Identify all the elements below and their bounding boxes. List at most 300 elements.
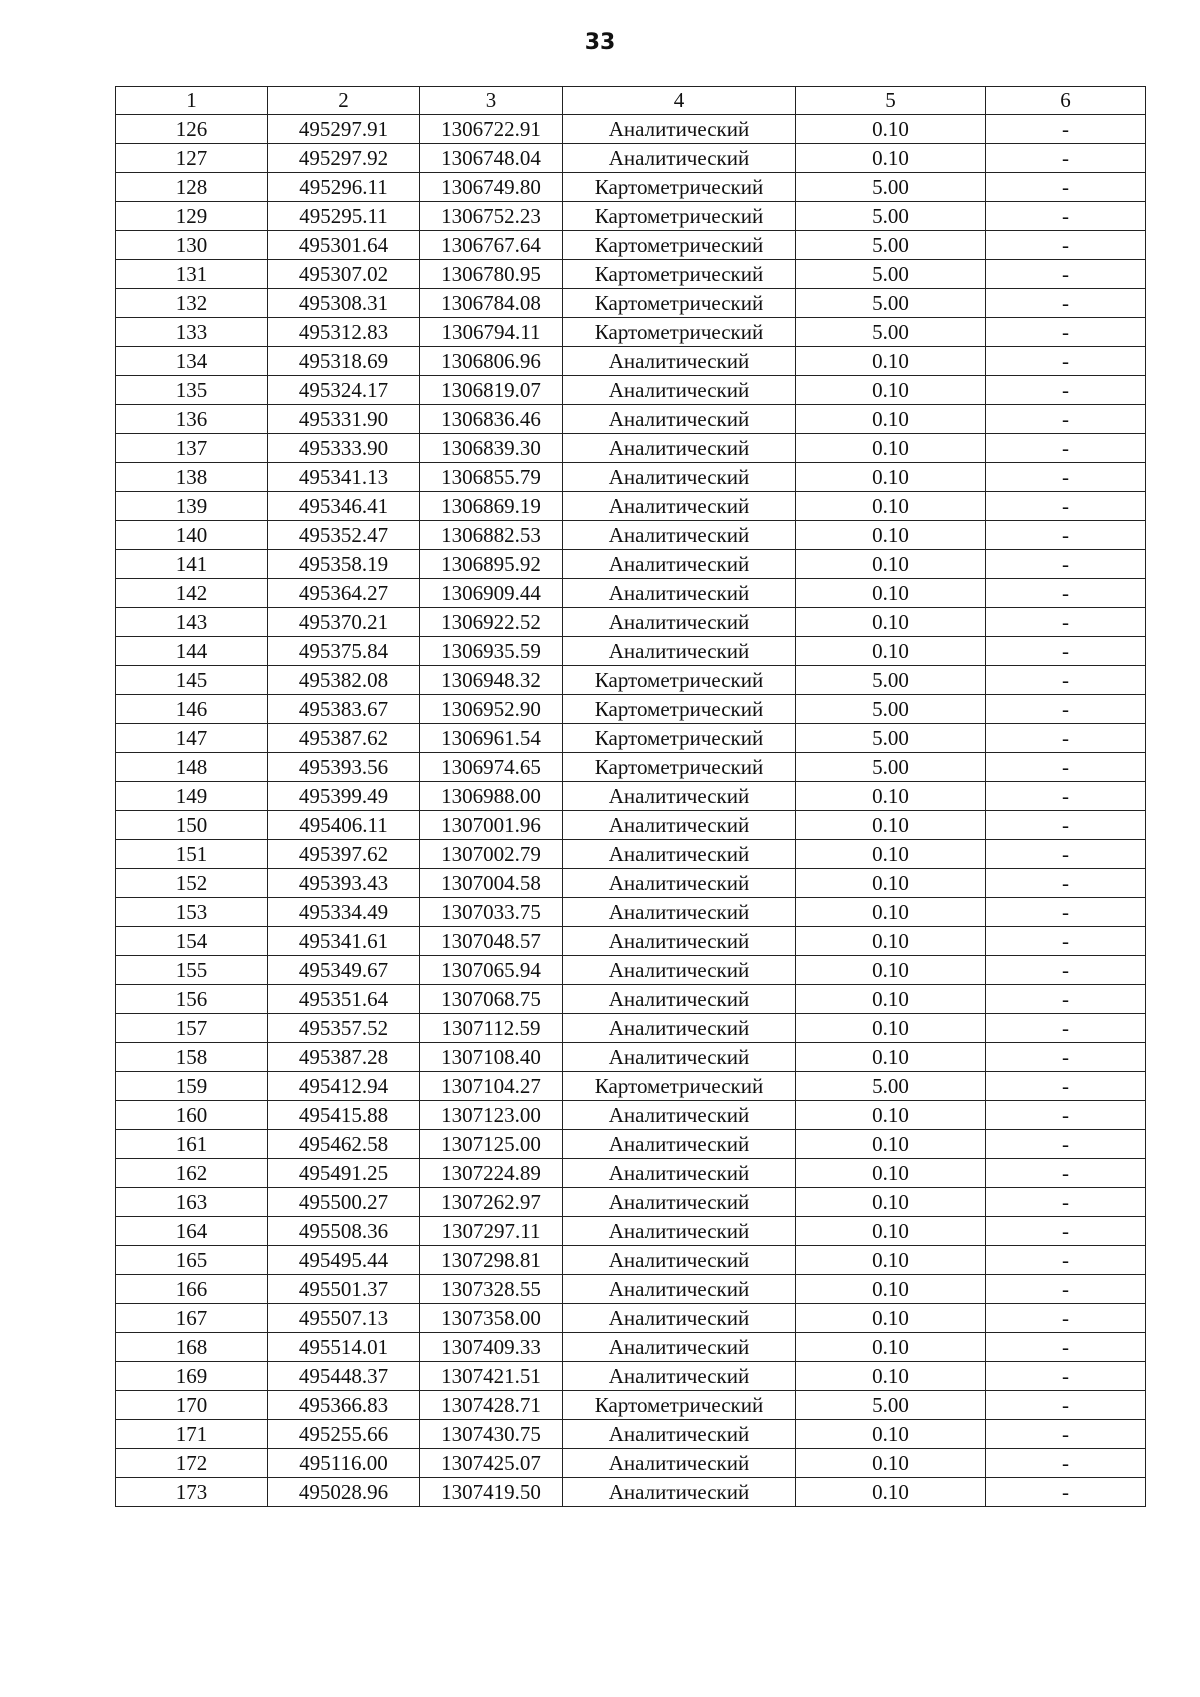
point-number-cell: 140 bbox=[116, 521, 268, 550]
accuracy-cell: 5.00 bbox=[796, 231, 986, 260]
method-cell: Картометрический bbox=[563, 260, 796, 289]
y-coordinate-cell: 1306749.80 bbox=[420, 173, 563, 202]
table-row bbox=[116, 1275, 1146, 1304]
accuracy-cell: 5.00 bbox=[796, 695, 986, 724]
table-row bbox=[116, 1478, 1146, 1507]
point-number-cell: 159 bbox=[116, 1072, 268, 1101]
point-number-cell: 147 bbox=[116, 724, 268, 753]
y-coordinate-cell: 1306922.52 bbox=[420, 608, 563, 637]
x-coordinate-cell: 495358.19 bbox=[268, 550, 420, 579]
x-coordinate-cell: 495318.69 bbox=[268, 347, 420, 376]
accuracy-cell: 0.10 bbox=[796, 463, 986, 492]
x-coordinate-cell: 495331.90 bbox=[268, 405, 420, 434]
table-row bbox=[116, 289, 1146, 318]
accuracy-cell: 0.10 bbox=[796, 1159, 986, 1188]
method-cell: Аналитический bbox=[563, 1188, 796, 1217]
point-number-cell: 145 bbox=[116, 666, 268, 695]
method-cell: Аналитический bbox=[563, 840, 796, 869]
method-cell: Аналитический bbox=[563, 1449, 796, 1478]
y-coordinate-cell: 1307004.58 bbox=[420, 869, 563, 898]
description-cell: - bbox=[986, 1246, 1146, 1275]
accuracy-cell: 0.10 bbox=[796, 1246, 986, 1275]
point-number-cell: 164 bbox=[116, 1217, 268, 1246]
method-cell: Аналитический bbox=[563, 869, 796, 898]
table-row bbox=[116, 1188, 1146, 1217]
point-number-cell: 136 bbox=[116, 405, 268, 434]
table-row bbox=[116, 869, 1146, 898]
point-number-cell: 158 bbox=[116, 1043, 268, 1072]
x-coordinate-cell: 495507.13 bbox=[268, 1304, 420, 1333]
table-row bbox=[116, 434, 1146, 463]
description-cell: - bbox=[986, 1420, 1146, 1449]
y-coordinate-cell: 1307048.57 bbox=[420, 927, 563, 956]
x-coordinate-cell: 495116.00 bbox=[268, 1449, 420, 1478]
point-number-cell: 171 bbox=[116, 1420, 268, 1449]
description-cell: - bbox=[986, 927, 1146, 956]
method-cell: Аналитический bbox=[563, 1275, 796, 1304]
description-cell: - bbox=[986, 898, 1146, 927]
x-coordinate-cell: 495462.58 bbox=[268, 1130, 420, 1159]
header-col-6: 6 bbox=[986, 87, 1146, 115]
point-number-cell: 135 bbox=[116, 376, 268, 405]
x-coordinate-cell: 495351.64 bbox=[268, 985, 420, 1014]
method-cell: Аналитический bbox=[563, 1159, 796, 1188]
x-coordinate-cell: 495495.44 bbox=[268, 1246, 420, 1275]
description-cell: - bbox=[986, 724, 1146, 753]
point-number-cell: 169 bbox=[116, 1362, 268, 1391]
y-coordinate-cell: 1306748.04 bbox=[420, 144, 563, 173]
accuracy-cell: 5.00 bbox=[796, 173, 986, 202]
method-cell: Аналитический bbox=[563, 434, 796, 463]
table-row bbox=[116, 695, 1146, 724]
accuracy-cell: 0.10 bbox=[796, 521, 986, 550]
y-coordinate-cell: 1307108.40 bbox=[420, 1043, 563, 1072]
accuracy-cell: 0.10 bbox=[796, 347, 986, 376]
method-cell: Аналитический bbox=[563, 1420, 796, 1449]
y-coordinate-cell: 1306974.65 bbox=[420, 753, 563, 782]
y-coordinate-cell: 1307328.55 bbox=[420, 1275, 563, 1304]
point-number-cell: 149 bbox=[116, 782, 268, 811]
accuracy-cell: 0.10 bbox=[796, 1478, 986, 1507]
accuracy-cell: 0.10 bbox=[796, 376, 986, 405]
description-cell: - bbox=[986, 782, 1146, 811]
table-row bbox=[116, 1391, 1146, 1420]
table-row bbox=[116, 1420, 1146, 1449]
y-coordinate-cell: 1307112.59 bbox=[420, 1014, 563, 1043]
y-coordinate-cell: 1307419.50 bbox=[420, 1478, 563, 1507]
y-coordinate-cell: 1307125.00 bbox=[420, 1130, 563, 1159]
y-coordinate-cell: 1306767.64 bbox=[420, 231, 563, 260]
table-row bbox=[116, 231, 1146, 260]
table-row bbox=[116, 637, 1146, 666]
x-coordinate-cell: 495308.31 bbox=[268, 289, 420, 318]
y-coordinate-cell: 1307358.00 bbox=[420, 1304, 563, 1333]
table-row bbox=[116, 318, 1146, 347]
point-number-cell: 131 bbox=[116, 260, 268, 289]
table-row bbox=[116, 724, 1146, 753]
y-coordinate-cell: 1306806.96 bbox=[420, 347, 563, 376]
point-number-cell: 148 bbox=[116, 753, 268, 782]
description-cell: - bbox=[986, 1014, 1146, 1043]
y-coordinate-cell: 1306948.32 bbox=[420, 666, 563, 695]
description-cell: - bbox=[986, 1043, 1146, 1072]
y-coordinate-cell: 1306784.08 bbox=[420, 289, 563, 318]
table-row bbox=[116, 550, 1146, 579]
method-cell: Аналитический bbox=[563, 1246, 796, 1275]
method-cell: Аналитический bbox=[563, 811, 796, 840]
y-coordinate-cell: 1306752.23 bbox=[420, 202, 563, 231]
method-cell: Аналитический bbox=[563, 1362, 796, 1391]
description-cell: - bbox=[986, 318, 1146, 347]
y-coordinate-cell: 1306961.54 bbox=[420, 724, 563, 753]
point-number-cell: 138 bbox=[116, 463, 268, 492]
description-cell: - bbox=[986, 840, 1146, 869]
accuracy-cell: 5.00 bbox=[796, 260, 986, 289]
y-coordinate-cell: 1306819.07 bbox=[420, 376, 563, 405]
accuracy-cell: 5.00 bbox=[796, 666, 986, 695]
table-row bbox=[116, 898, 1146, 927]
description-cell: - bbox=[986, 1217, 1146, 1246]
x-coordinate-cell: 495397.62 bbox=[268, 840, 420, 869]
x-coordinate-cell: 495341.61 bbox=[268, 927, 420, 956]
accuracy-cell: 5.00 bbox=[796, 289, 986, 318]
point-number-cell: 170 bbox=[116, 1391, 268, 1420]
accuracy-cell: 0.10 bbox=[796, 898, 986, 927]
method-cell: Аналитический bbox=[563, 1304, 796, 1333]
table-row bbox=[116, 1449, 1146, 1478]
description-cell: - bbox=[986, 637, 1146, 666]
table-row bbox=[116, 1101, 1146, 1130]
table-row bbox=[116, 1304, 1146, 1333]
table-row bbox=[116, 144, 1146, 173]
y-coordinate-cell: 1307430.75 bbox=[420, 1420, 563, 1449]
method-cell: Аналитический bbox=[563, 550, 796, 579]
point-number-cell: 130 bbox=[116, 231, 268, 260]
description-cell: - bbox=[986, 202, 1146, 231]
description-cell: - bbox=[986, 144, 1146, 173]
y-coordinate-cell: 1307001.96 bbox=[420, 811, 563, 840]
method-cell: Аналитический bbox=[563, 115, 796, 144]
accuracy-cell: 0.10 bbox=[796, 1101, 986, 1130]
point-number-cell: 146 bbox=[116, 695, 268, 724]
description-cell: - bbox=[986, 695, 1146, 724]
y-coordinate-cell: 1307409.33 bbox=[420, 1333, 563, 1362]
y-coordinate-cell: 1307068.75 bbox=[420, 985, 563, 1014]
description-cell: - bbox=[986, 666, 1146, 695]
description-cell: - bbox=[986, 1275, 1146, 1304]
table-row bbox=[116, 347, 1146, 376]
accuracy-cell: 0.10 bbox=[796, 550, 986, 579]
accuracy-cell: 5.00 bbox=[796, 753, 986, 782]
accuracy-cell: 0.10 bbox=[796, 811, 986, 840]
method-cell: Картометрический bbox=[563, 289, 796, 318]
table-row bbox=[116, 173, 1146, 202]
method-cell: Аналитический bbox=[563, 347, 796, 376]
x-coordinate-cell: 495406.11 bbox=[268, 811, 420, 840]
accuracy-cell: 5.00 bbox=[796, 724, 986, 753]
accuracy-cell: 0.10 bbox=[796, 840, 986, 869]
y-coordinate-cell: 1307262.97 bbox=[420, 1188, 563, 1217]
table-row bbox=[116, 782, 1146, 811]
accuracy-cell: 0.10 bbox=[796, 1275, 986, 1304]
table-body bbox=[116, 115, 1146, 1507]
point-number-cell: 133 bbox=[116, 318, 268, 347]
description-cell: - bbox=[986, 347, 1146, 376]
table-row bbox=[116, 1014, 1146, 1043]
point-number-cell: 161 bbox=[116, 1130, 268, 1159]
description-cell: - bbox=[986, 550, 1146, 579]
accuracy-cell: 0.10 bbox=[796, 1043, 986, 1072]
description-cell: - bbox=[986, 231, 1146, 260]
description-cell: - bbox=[986, 753, 1146, 782]
header-col-1: 1 bbox=[116, 87, 268, 115]
x-coordinate-cell: 495352.47 bbox=[268, 521, 420, 550]
x-coordinate-cell: 495028.96 bbox=[268, 1478, 420, 1507]
description-cell: - bbox=[986, 1072, 1146, 1101]
description-cell: - bbox=[986, 260, 1146, 289]
description-cell: - bbox=[986, 1101, 1146, 1130]
table-row bbox=[116, 811, 1146, 840]
x-coordinate-cell: 495500.27 bbox=[268, 1188, 420, 1217]
x-coordinate-cell: 495295.11 bbox=[268, 202, 420, 231]
x-coordinate-cell: 495324.17 bbox=[268, 376, 420, 405]
y-coordinate-cell: 1307298.81 bbox=[420, 1246, 563, 1275]
point-number-cell: 143 bbox=[116, 608, 268, 637]
method-cell: Картометрический bbox=[563, 666, 796, 695]
table-row bbox=[116, 521, 1146, 550]
x-coordinate-cell: 495255.66 bbox=[268, 1420, 420, 1449]
x-coordinate-cell: 495415.88 bbox=[268, 1101, 420, 1130]
table-row bbox=[116, 985, 1146, 1014]
y-coordinate-cell: 1306909.44 bbox=[420, 579, 563, 608]
table-row bbox=[116, 202, 1146, 231]
coordinates-table bbox=[115, 86, 1146, 1507]
x-coordinate-cell: 495312.83 bbox=[268, 318, 420, 347]
y-coordinate-cell: 1307002.79 bbox=[420, 840, 563, 869]
accuracy-cell: 0.10 bbox=[796, 927, 986, 956]
point-number-cell: 141 bbox=[116, 550, 268, 579]
x-coordinate-cell: 495346.41 bbox=[268, 492, 420, 521]
x-coordinate-cell: 495357.52 bbox=[268, 1014, 420, 1043]
method-cell: Картометрический bbox=[563, 695, 796, 724]
accuracy-cell: 0.10 bbox=[796, 579, 986, 608]
accuracy-cell: 0.10 bbox=[796, 1333, 986, 1362]
point-number-cell: 157 bbox=[116, 1014, 268, 1043]
point-number-cell: 132 bbox=[116, 289, 268, 318]
accuracy-cell: 5.00 bbox=[796, 318, 986, 347]
description-cell: - bbox=[986, 115, 1146, 144]
description-cell: - bbox=[986, 463, 1146, 492]
description-cell: - bbox=[986, 1304, 1146, 1333]
x-coordinate-cell: 495383.67 bbox=[268, 695, 420, 724]
y-coordinate-cell: 1307065.94 bbox=[420, 956, 563, 985]
x-coordinate-cell: 495375.84 bbox=[268, 637, 420, 666]
method-cell: Аналитический bbox=[563, 405, 796, 434]
description-cell: - bbox=[986, 492, 1146, 521]
table-row bbox=[116, 666, 1146, 695]
table-row bbox=[116, 927, 1146, 956]
method-cell: Аналитический bbox=[563, 1130, 796, 1159]
table-row bbox=[116, 956, 1146, 985]
header-row bbox=[116, 87, 1146, 115]
x-coordinate-cell: 495382.08 bbox=[268, 666, 420, 695]
table-row bbox=[116, 492, 1146, 521]
description-cell: - bbox=[986, 521, 1146, 550]
accuracy-cell: 0.10 bbox=[796, 1362, 986, 1391]
accuracy-cell: 0.10 bbox=[796, 405, 986, 434]
point-number-cell: 155 bbox=[116, 956, 268, 985]
y-coordinate-cell: 1307425.07 bbox=[420, 1449, 563, 1478]
table-row bbox=[116, 1333, 1146, 1362]
table-row bbox=[116, 1159, 1146, 1188]
accuracy-cell: 0.10 bbox=[796, 985, 986, 1014]
x-coordinate-cell: 495341.13 bbox=[268, 463, 420, 492]
y-coordinate-cell: 1306836.46 bbox=[420, 405, 563, 434]
method-cell: Аналитический bbox=[563, 144, 796, 173]
y-coordinate-cell: 1306988.00 bbox=[420, 782, 563, 811]
y-coordinate-cell: 1306722.91 bbox=[420, 115, 563, 144]
y-coordinate-cell: 1306780.95 bbox=[420, 260, 563, 289]
point-number-cell: 165 bbox=[116, 1246, 268, 1275]
method-cell: Аналитический bbox=[563, 956, 796, 985]
accuracy-cell: 0.10 bbox=[796, 492, 986, 521]
table-row bbox=[116, 608, 1146, 637]
point-number-cell: 160 bbox=[116, 1101, 268, 1130]
description-cell: - bbox=[986, 1188, 1146, 1217]
accuracy-cell: 0.10 bbox=[796, 1449, 986, 1478]
y-coordinate-cell: 1306952.90 bbox=[420, 695, 563, 724]
table-row bbox=[116, 840, 1146, 869]
description-cell: - bbox=[986, 579, 1146, 608]
y-coordinate-cell: 1307104.27 bbox=[420, 1072, 563, 1101]
method-cell: Аналитический bbox=[563, 985, 796, 1014]
accuracy-cell: 0.10 bbox=[796, 434, 986, 463]
table-row bbox=[116, 1043, 1146, 1072]
accuracy-cell: 0.10 bbox=[796, 1217, 986, 1246]
accuracy-cell: 0.10 bbox=[796, 1130, 986, 1159]
point-number-cell: 128 bbox=[116, 173, 268, 202]
y-coordinate-cell: 1307224.89 bbox=[420, 1159, 563, 1188]
header-col-5: 5 bbox=[796, 87, 986, 115]
x-coordinate-cell: 495508.36 bbox=[268, 1217, 420, 1246]
method-cell: Аналитический bbox=[563, 782, 796, 811]
accuracy-cell: 0.10 bbox=[796, 869, 986, 898]
accuracy-cell: 0.10 bbox=[796, 956, 986, 985]
accuracy-cell: 5.00 bbox=[796, 1072, 986, 1101]
x-coordinate-cell: 495307.02 bbox=[268, 260, 420, 289]
header-col-4: 4 bbox=[563, 87, 796, 115]
x-coordinate-cell: 495370.21 bbox=[268, 608, 420, 637]
accuracy-cell: 0.10 bbox=[796, 1014, 986, 1043]
x-coordinate-cell: 495393.56 bbox=[268, 753, 420, 782]
x-coordinate-cell: 495301.64 bbox=[268, 231, 420, 260]
accuracy-cell: 5.00 bbox=[796, 1391, 986, 1420]
table-row bbox=[116, 405, 1146, 434]
method-cell: Аналитический bbox=[563, 1333, 796, 1362]
accuracy-cell: 0.10 bbox=[796, 637, 986, 666]
point-number-cell: 144 bbox=[116, 637, 268, 666]
description-cell: - bbox=[986, 811, 1146, 840]
point-number-cell: 163 bbox=[116, 1188, 268, 1217]
table-row bbox=[116, 376, 1146, 405]
y-coordinate-cell: 1307123.00 bbox=[420, 1101, 563, 1130]
description-cell: - bbox=[986, 173, 1146, 202]
accuracy-cell: 0.10 bbox=[796, 1420, 986, 1449]
point-number-cell: 156 bbox=[116, 985, 268, 1014]
method-cell: Аналитический bbox=[563, 1014, 796, 1043]
header-col-3: 3 bbox=[420, 87, 563, 115]
accuracy-cell: 0.10 bbox=[796, 1188, 986, 1217]
method-cell: Аналитический bbox=[563, 1101, 796, 1130]
method-cell: Аналитический bbox=[563, 608, 796, 637]
method-cell: Аналитический bbox=[563, 492, 796, 521]
method-cell: Аналитический bbox=[563, 927, 796, 956]
point-number-cell: 139 bbox=[116, 492, 268, 521]
table-row bbox=[116, 463, 1146, 492]
description-cell: - bbox=[986, 1130, 1146, 1159]
x-coordinate-cell: 495412.94 bbox=[268, 1072, 420, 1101]
accuracy-cell: 0.10 bbox=[796, 144, 986, 173]
y-coordinate-cell: 1306839.30 bbox=[420, 434, 563, 463]
point-number-cell: 126 bbox=[116, 115, 268, 144]
point-number-cell: 167 bbox=[116, 1304, 268, 1333]
accuracy-cell: 0.10 bbox=[796, 782, 986, 811]
method-cell: Аналитический bbox=[563, 376, 796, 405]
method-cell: Аналитический bbox=[563, 463, 796, 492]
table-row bbox=[116, 579, 1146, 608]
table-row bbox=[116, 1130, 1146, 1159]
point-number-cell: 154 bbox=[116, 927, 268, 956]
description-cell: - bbox=[986, 434, 1146, 463]
table-row bbox=[116, 260, 1146, 289]
table-row bbox=[116, 1246, 1146, 1275]
accuracy-cell: 0.10 bbox=[796, 115, 986, 144]
method-cell: Картометрический bbox=[563, 724, 796, 753]
point-number-cell: 152 bbox=[116, 869, 268, 898]
page-number: 33 bbox=[584, 30, 616, 55]
point-number-cell: 153 bbox=[116, 898, 268, 927]
x-coordinate-cell: 495333.90 bbox=[268, 434, 420, 463]
x-coordinate-cell: 495297.91 bbox=[268, 115, 420, 144]
method-cell: Аналитический bbox=[563, 1217, 796, 1246]
y-coordinate-cell: 1307297.11 bbox=[420, 1217, 563, 1246]
table-row bbox=[116, 1362, 1146, 1391]
x-coordinate-cell: 495334.49 bbox=[268, 898, 420, 927]
table-row bbox=[116, 753, 1146, 782]
accuracy-cell: 5.00 bbox=[796, 202, 986, 231]
x-coordinate-cell: 495399.49 bbox=[268, 782, 420, 811]
point-number-cell: 142 bbox=[116, 579, 268, 608]
method-cell: Картометрический bbox=[563, 318, 796, 347]
description-cell: - bbox=[986, 1333, 1146, 1362]
x-coordinate-cell: 495448.37 bbox=[268, 1362, 420, 1391]
point-number-cell: 127 bbox=[116, 144, 268, 173]
description-cell: - bbox=[986, 608, 1146, 637]
table-row bbox=[116, 115, 1146, 144]
point-number-cell: 150 bbox=[116, 811, 268, 840]
method-cell: Картометрический bbox=[563, 202, 796, 231]
x-coordinate-cell: 495387.28 bbox=[268, 1043, 420, 1072]
point-number-cell: 168 bbox=[116, 1333, 268, 1362]
y-coordinate-cell: 1306935.59 bbox=[420, 637, 563, 666]
point-number-cell: 172 bbox=[116, 1449, 268, 1478]
y-coordinate-cell: 1307033.75 bbox=[420, 898, 563, 927]
description-cell: - bbox=[986, 289, 1146, 318]
accuracy-cell: 0.10 bbox=[796, 608, 986, 637]
description-cell: - bbox=[986, 869, 1146, 898]
description-cell: - bbox=[986, 956, 1146, 985]
method-cell: Аналитический bbox=[563, 637, 796, 666]
